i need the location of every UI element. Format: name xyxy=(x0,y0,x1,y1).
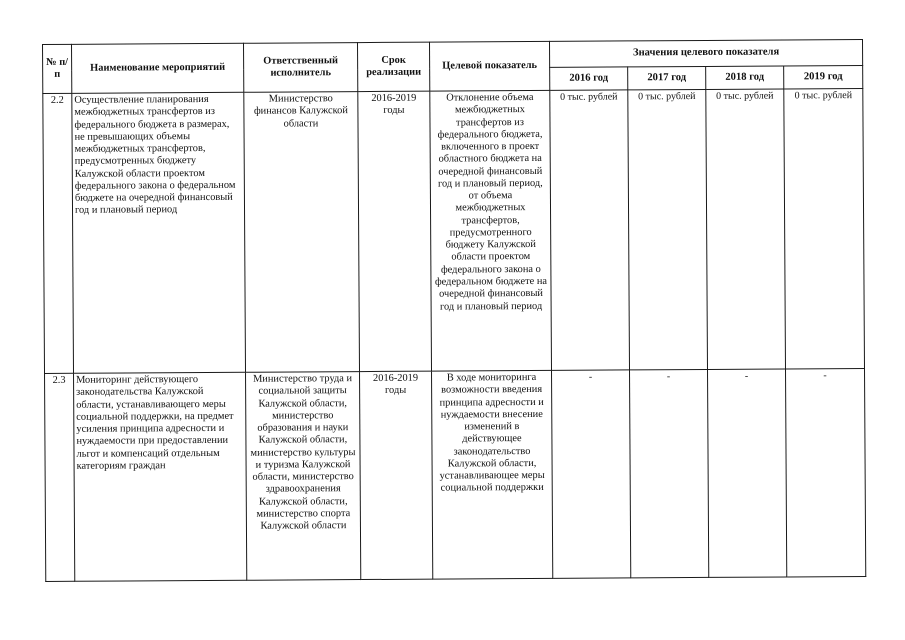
row-executor: Министерство финансов Калужской области xyxy=(244,92,360,373)
header-num: № п/п xyxy=(43,44,72,93)
row-indicator: В ходе мониторинга возможности введения принципа адресности и нуждаемости внесение изменений в действующее законодательство Калужской области, устанавливающее меры социальной поддержки xyxy=(432,370,553,579)
row-value-2016: 0 тыс. рублей xyxy=(550,90,630,370)
header-executor: Ответственный исполнитель xyxy=(243,43,357,93)
header-term: Срок реализации xyxy=(357,42,429,91)
row-indicator: Отклонение объема межбюджетных трансфертов из федерального бюджета, включенного в проект областного бюджета на очередной финансовый год и плановый период, от объема межбюджетных трансфертов, предусмотренного бюджету Калужской области проектом федерального закона о федеральном бюджете на очередной финансовый год и плановый период xyxy=(430,90,552,371)
table-row xyxy=(43,88,865,373)
row-measure-name: Осуществление планирования межбюджетных трансфертов из федерального бюджета в размерах, не превышающих объемы межбюджетных трансфертов, предусмотренных бюджету Калужской области проектом федерального закона о федеральном бюджете на очередной финансовый год и плановый период xyxy=(72,92,246,373)
header-year-2017: 2017 год xyxy=(628,66,706,89)
row-term: 2016-2019 годы xyxy=(358,91,432,371)
row-value-2016: - xyxy=(552,370,631,578)
row-value-2017: 0 тыс. рублей xyxy=(628,89,708,369)
row-value-2019: 0 тыс. рублей xyxy=(784,88,865,368)
header-year-2016: 2016 год xyxy=(550,67,628,90)
header-name: Наименование мероприятий xyxy=(72,43,244,93)
row-value-2018: 0 тыс. рублей xyxy=(706,89,786,369)
row-term: 2016-2019 годы xyxy=(360,371,433,579)
table-row xyxy=(45,368,866,581)
row-value-2017: - xyxy=(630,369,709,577)
header-year-2019: 2019 год xyxy=(784,65,863,88)
measures-table xyxy=(42,39,866,582)
row-measure-name: Мониторинг действующего законодательства Калужской области, устанавливающего меры социальной поддержки, на предмет усиления принципа адресности и нуждаемости при предоставлении льгот и компенсаций отдельным категориям граждан xyxy=(74,372,247,581)
row-number: 2.3 xyxy=(45,373,75,581)
row-executor: Министерство труда и социальной защиты Калужской области, министерство образования и науки Калужской области, министерство культуры и туризма Калужской области, министерство здравоохранения Калужской области, министерство спорта Калужской области xyxy=(246,372,361,581)
header-year-2018: 2018 год xyxy=(706,66,784,89)
header-values-group: Значения целевого показателя xyxy=(549,39,862,67)
row-value-2018: - xyxy=(708,369,787,577)
row-value-2019: - xyxy=(785,368,865,576)
row-number: 2.2 xyxy=(43,93,74,373)
header-indicator: Целевой показатель xyxy=(429,41,549,91)
